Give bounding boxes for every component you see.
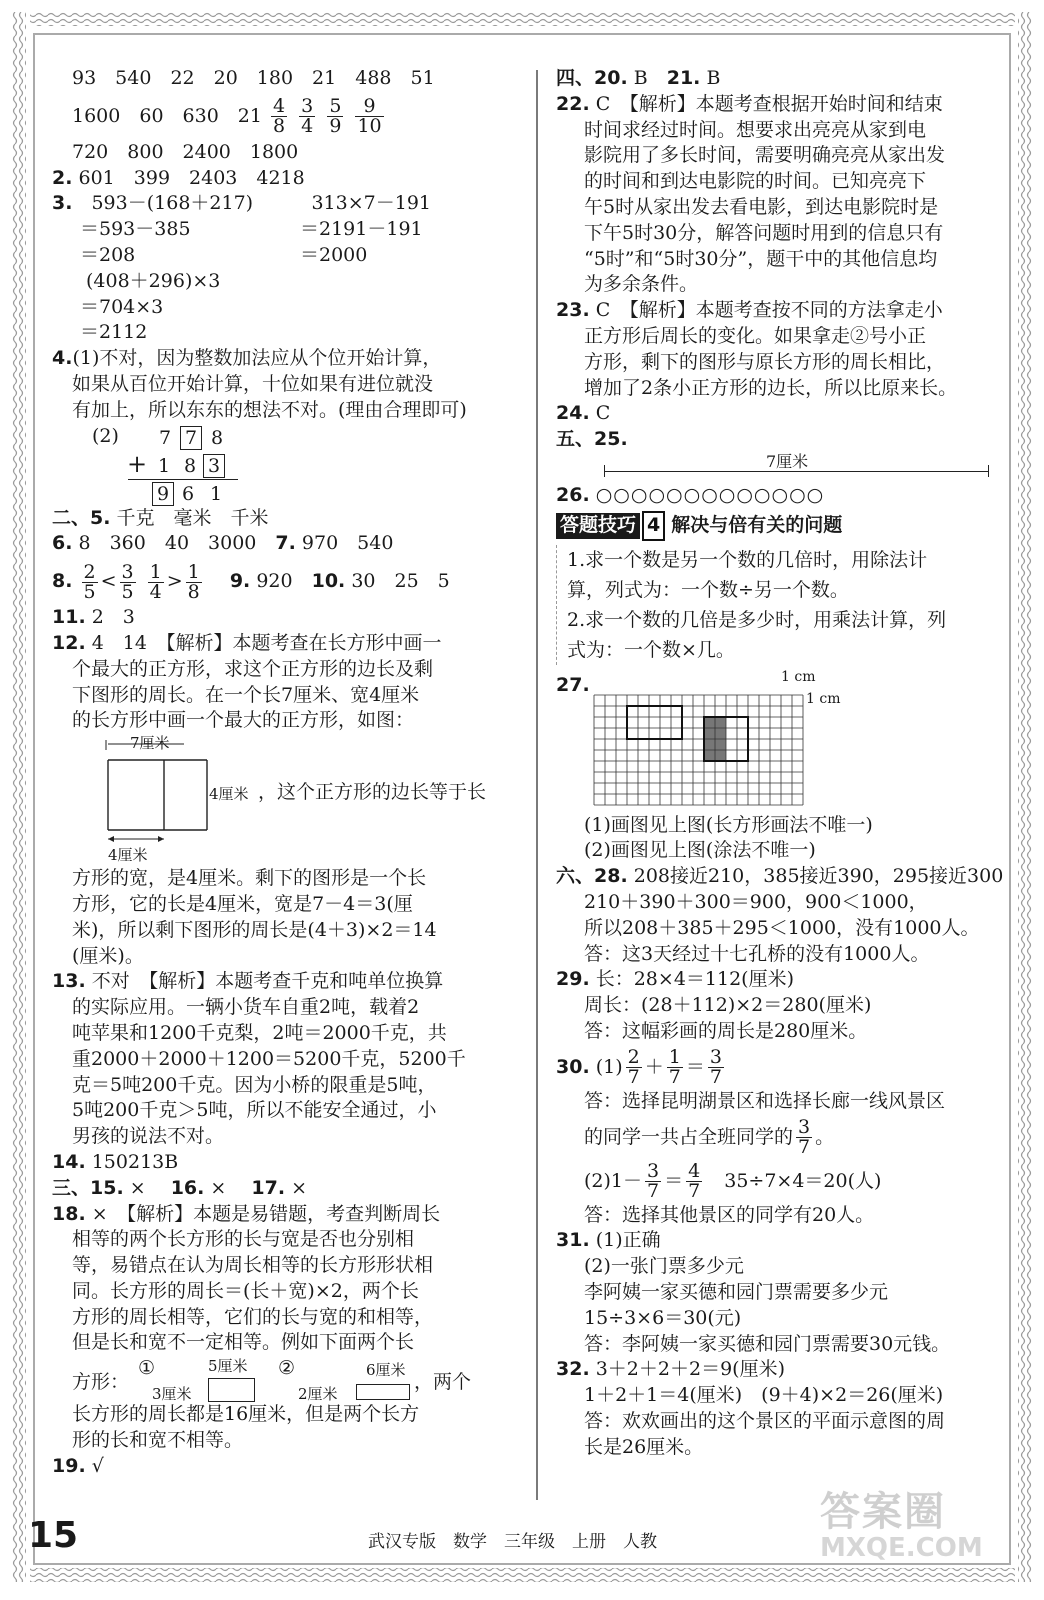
tip-line: 算，列式为：一个数÷另一个数。 [567, 578, 849, 601]
denominator: 7 [709, 1066, 722, 1089]
qnum: 18. [52, 1202, 86, 1225]
calc-line [72, 243, 517, 269]
qnum: 14. [52, 1150, 86, 1173]
question-13 [52, 969, 517, 995]
text-line: 下午5时30分，解答问题时用到的信息只有 [584, 221, 944, 244]
circled-1: ① [138, 1357, 156, 1380]
answer: B [633, 67, 648, 89]
answer: 30 25 5 [351, 570, 450, 593]
fraction [186, 560, 202, 603]
qnum: 20. [594, 67, 628, 89]
text-line: 答：选择其他景区的同学有20人。 [584, 1203, 875, 1226]
text-line: 李阿姨一家买德和园门票需要多少元 [584, 1280, 889, 1303]
filled-box-digit: 9 [152, 482, 174, 506]
qnum: 6. [52, 532, 73, 555]
qnum: 29. [556, 968, 590, 991]
vertical-addition [72, 424, 517, 504]
qnum: 17. [251, 1176, 286, 1199]
calc-line: (408＋296)×3 [86, 269, 221, 292]
answer: 970 540 [301, 532, 394, 555]
qnum: 12. [52, 631, 86, 654]
line-segment [604, 471, 988, 472]
rect2 [356, 1384, 410, 1400]
numerator: 1 [149, 560, 162, 583]
text: 3＋2＋2＋2＝9(厘米) [595, 1358, 785, 1381]
answer: 千克 毫米 千米 [116, 506, 269, 529]
qnum: 2. [52, 166, 73, 189]
watermark-url: MXQE.COM [820, 1533, 983, 1563]
answer: 601 399 2403 4218 [78, 166, 305, 189]
numerator: 9 [355, 97, 383, 117]
text-line: 答：欢欢画出的这个景区的平面示意图的周 [584, 1409, 946, 1432]
text-line: 正方形后周长的变化。如果拿走②号小正 [584, 324, 927, 347]
tip-line: 1.求一个数是另一个数的几倍时，用除法计 [567, 548, 928, 571]
qnum: 31. [556, 1229, 590, 1252]
numerator: 4 [688, 1160, 701, 1183]
fraction [355, 97, 383, 136]
question-26 [556, 483, 996, 509]
numerator: 5 [329, 95, 342, 118]
addend-1 [152, 426, 230, 452]
qnum: 9. [229, 570, 251, 593]
row2-numbers: 1600 60 630 21 [72, 104, 262, 127]
numerator: 3 [121, 560, 134, 583]
text-line: 个最大的正方形，求这个正方形的边长及剩 [72, 657, 434, 680]
text-line: 形的长和宽不相等。 [72, 1429, 244, 1452]
text: × 【解析】本题是易错题，考查判断周长 [91, 1202, 441, 1225]
qnum: 4. [52, 347, 73, 370]
tip-header [556, 511, 996, 541]
text-line: 答：这3天经过十七孔桥的没有1000人。 [584, 942, 930, 965]
rect1-length: 5厘米 [208, 1357, 248, 1376]
denominator: 8 [273, 115, 286, 138]
digit: 6 [181, 482, 195, 505]
text-line: 影院用了多长时间，需要明确亮亮从家出发 [584, 144, 946, 167]
question-14 [52, 1150, 517, 1176]
text: 方形： [72, 1371, 130, 1394]
qnum: 15. [90, 1176, 124, 1199]
square-side-label: 4厘米 [108, 846, 148, 865]
text-line: 等，易错点在认为周长相等的长方形形状相 [72, 1254, 434, 1277]
qnum: 10. [311, 570, 346, 593]
question-30 [556, 1045, 996, 1089]
left-column [52, 62, 517, 1480]
shaded-cell [715, 717, 726, 728]
question-19 [52, 1454, 517, 1480]
denominator: 5 [83, 580, 96, 603]
text-line: 米)，所以剩下图形的周长是(4＋3)×2＝14 [72, 918, 437, 941]
text-line: 下图形的周长。在一个长7厘米、宽4厘米 [72, 683, 420, 706]
tip-line: 式为：一个数×几。 [567, 638, 735, 661]
text-line: 答：这幅彩画的周长是280厘米。 [584, 1019, 868, 1042]
greater-than: > [166, 570, 183, 593]
text-line: (2)一张门票多少元 [584, 1255, 744, 1278]
segment-endpoint [604, 465, 605, 477]
denominator: 9 [329, 115, 342, 138]
qnum: 32. [556, 1358, 590, 1381]
qnum: 30. [556, 1055, 590, 1078]
text-line: 午5时从家出发去看电影，到达电影院时是 [584, 195, 939, 218]
qnum: 24. [556, 402, 590, 425]
rect2-width: 2厘米 [298, 1385, 338, 1404]
fraction [645, 1162, 661, 1201]
footer-text: 武汉专版 数学 三年级 上册 人教 [368, 1532, 657, 1552]
text-line: (厘米)。 [72, 944, 144, 967]
answer-row-1: 93 540 22 20 180 21 488 51 [72, 67, 435, 89]
denominator: 7 [647, 1180, 660, 1203]
digit: 8 [183, 454, 197, 477]
qnum: 25. [594, 428, 628, 451]
numerator: 3 [647, 1160, 660, 1183]
filled-box-digit: 3 [203, 454, 225, 478]
text: (1)正确 [595, 1229, 661, 1252]
question-3 [52, 191, 517, 217]
numerator: 1 [668, 1046, 681, 1069]
tip-title: 解决与倍有关的问题 [671, 513, 843, 536]
digit: 8 [210, 426, 224, 449]
equals-sign: ＝ [685, 1055, 705, 1078]
calc-line: ＝2112 [80, 321, 148, 344]
answer: B [706, 67, 721, 89]
text-line: 方形的周长相等，它们的长与宽的和相等， [72, 1305, 434, 1328]
qnum: 26. [556, 483, 590, 506]
text: (1)不对，因为整数加法应从个位开始计算， [72, 347, 442, 370]
text-line: 的时间和到达电影院的时间。已知亮亮下 [584, 170, 927, 193]
denominator: 4 [149, 580, 162, 603]
text-line: 长是26厘米。 [584, 1435, 704, 1458]
text-line: 增加了2条小正方形的边长，所以比原来长。 [584, 376, 958, 399]
sub-label: (2) [92, 424, 119, 447]
right-column [556, 62, 1004, 1460]
qnum: 22. [556, 92, 590, 115]
denominator: 7 [798, 1136, 811, 1159]
equals-sign: ＝ [664, 1169, 684, 1192]
question-5 [52, 506, 517, 532]
denominator: 8 [187, 580, 200, 603]
calc: ＝2000 [300, 243, 368, 266]
text-line: 如果从百位开始计算，十位如果有进位就没 [72, 372, 434, 395]
fraction [271, 97, 287, 136]
qnum: 8. [52, 570, 73, 593]
qnum: 13. [52, 970, 86, 993]
answer-row-3: 720 800 2400 1800 [72, 140, 299, 163]
circled-2: ② [278, 1357, 296, 1380]
denominator: 7 [668, 1066, 681, 1089]
question-28 [556, 864, 1004, 890]
calc-line [72, 217, 517, 243]
fraction [708, 1048, 724, 1087]
fraction [686, 1162, 702, 1201]
text: ，这个正方形的边长等于长 [258, 781, 487, 804]
text-line: 210＋390＋300＝900，900＜1000， [584, 890, 928, 913]
grid-unit-label: 1 cm [781, 668, 816, 685]
text-line: 15÷3×6＝30(元) [584, 1306, 742, 1329]
shaded-cell [715, 750, 726, 761]
grid-unit-label: 1 cm [806, 690, 841, 707]
addend-2 [127, 449, 225, 480]
calc: ＝2191－191 [300, 218, 423, 241]
tip-line: 2.求一个数的几倍是多少时，用乘法计算，列 [567, 608, 947, 631]
rect1 [208, 1378, 255, 1402]
shaded-cell [715, 739, 726, 750]
width-label: 4厘米 [209, 785, 249, 804]
plus-sign: ＋ [644, 1055, 664, 1078]
calc: ＝208 [80, 243, 136, 266]
text-line: 5吨200千克＞5吨，所以不能安全通过，小 [72, 1099, 437, 1122]
qnum: 28. [594, 865, 628, 888]
text-line: 长方形的周长都是16厘米，但是两个长方 [72, 1403, 420, 1426]
text-line: 周长：(28＋112)×2＝280(厘米) [584, 994, 872, 1017]
numerator: 3 [301, 95, 314, 118]
answer: × [210, 1176, 227, 1199]
tip-label: 答题技巧 [556, 513, 640, 539]
text-line: 克＝5吨200千克。因为小桥的限重是5吨， [72, 1073, 437, 1096]
text-line: 的长方形中画一个最大的正方形，如图： [72, 709, 415, 732]
denominator: 5 [121, 580, 134, 603]
rectangle-figure [72, 734, 517, 844]
answer: √ [91, 1454, 104, 1477]
text-line: 1＋2＋1＝4(厘米) (9＋4)×2＝26(厘米) [584, 1384, 944, 1407]
calc-line: ＝704×3 [80, 295, 164, 318]
fraction [796, 1118, 812, 1157]
question-23 [556, 298, 996, 324]
text: 不对 【解析】本题考查千克和吨单位换算 [91, 970, 444, 993]
text: ，两个 [414, 1371, 472, 1394]
text-line: 时间求经过时间。想要求出亮亮从家到电 [584, 118, 927, 141]
qnum: 19. [52, 1454, 86, 1477]
answer: 920 [256, 570, 293, 593]
two-rectangles-example [72, 1356, 517, 1402]
rect1-width: 3厘米 [152, 1385, 192, 1404]
answer: C [595, 402, 611, 425]
filled-box-digit: 7 [180, 426, 202, 450]
digit: 7 [158, 426, 172, 449]
numerator: 3 [798, 1116, 811, 1139]
answer: 8 360 40 3000 [78, 532, 257, 555]
question-4 [52, 346, 517, 372]
text-line: 有加上，所以东东的想法不对。(理由合理即可) [72, 398, 467, 421]
fraction [120, 560, 136, 603]
text-line: (2)画图见上图(涂法不唯一) [584, 839, 816, 862]
numerator: 3 [709, 1046, 722, 1069]
fraction [327, 97, 343, 136]
text-line: 但是长和宽不一定相等。例如下面两个长 [72, 1331, 415, 1354]
period: 。 [815, 1125, 835, 1148]
section-label: 六、 [556, 865, 595, 888]
question-22 [556, 92, 996, 118]
square-grid [592, 693, 812, 813]
drawn-rectangle [627, 706, 682, 739]
text: 35÷7×4＝20(人) [724, 1169, 882, 1192]
denominator: 7 [688, 1180, 701, 1203]
qnum: 21. [666, 67, 701, 89]
question-31 [556, 1228, 996, 1254]
text: 的同学一共占全班同学的 [584, 1125, 794, 1148]
calc: 313×7－191 [311, 192, 432, 215]
question-27 [556, 668, 996, 813]
rect2-length: 6厘米 [366, 1361, 406, 1380]
numerator: 4 [273, 95, 286, 118]
segment-label: 7厘米 [766, 451, 809, 471]
page-number: 15 [28, 1515, 79, 1556]
sum-line [128, 479, 238, 480]
question-24 [556, 401, 996, 427]
question-12 [52, 631, 517, 657]
text-line: 男孩的说法不对。 [72, 1125, 225, 1148]
qnum: 23. [556, 299, 590, 322]
text-line: 答：李阿姨一家买德和园门票需要30元钱。 [584, 1332, 951, 1355]
section-label: 三、 [52, 1176, 91, 1199]
text: 208接近210，385接近390，295接近300 [633, 865, 1004, 888]
denominator: 10 [357, 115, 382, 138]
answer: 150213B [91, 1150, 179, 1173]
section-label: 五、 [556, 428, 595, 451]
answer-row-2 [72, 92, 517, 140]
section-label: 二、 [52, 506, 91, 529]
watermark-text: 答案圈 [820, 1489, 946, 1535]
shaded-cell [704, 717, 715, 728]
fraction [626, 1048, 642, 1087]
question-20-21 [556, 66, 996, 92]
numerator: 2 [627, 1046, 640, 1069]
qnum: 7. [275, 532, 296, 555]
question-29 [556, 967, 996, 993]
text: C 【解析】本题考查根据开始时间和结束 [595, 92, 943, 115]
qnum: 27. [556, 673, 590, 696]
less-than: < [100, 570, 117, 593]
qnum: 3. [52, 192, 73, 215]
shaded-cell [704, 750, 715, 761]
digit: 1 [209, 482, 223, 505]
answer: 2 3 [91, 606, 135, 629]
fraction [667, 1048, 683, 1087]
text-line: 为多余条件。 [584, 273, 699, 296]
text: (2)1－ [584, 1169, 643, 1192]
text: C 【解析】本题考查按不同的方法拿走小 [595, 299, 943, 322]
text-line: 方形的宽，是4厘米。剩下的图形是一个长 [72, 867, 427, 890]
numerator: 2 [83, 560, 96, 583]
watermark-logo [820, 1480, 1020, 1590]
text-line: 相等的两个长方形的长与宽是否也分别相 [72, 1228, 415, 1251]
text-line: 方形，它的长是4厘米，宽是7－4＝3(厘 [72, 892, 413, 915]
denominator: 4 [301, 115, 314, 138]
qnum: 5. [90, 506, 111, 529]
question-15-17 [52, 1176, 517, 1202]
numerator: 1 [187, 560, 200, 583]
answer: × [291, 1176, 308, 1199]
denominator: 7 [627, 1066, 640, 1089]
fraction [299, 97, 315, 136]
sub-label: (1) [595, 1055, 623, 1078]
calc: 593－(168＋217) [91, 192, 254, 215]
shaded-cell [715, 728, 726, 739]
shaded-cell [704, 739, 715, 750]
shaded-cell [704, 728, 715, 739]
text-line: 答：选择昆明湖景区和选择长廊一线风景区 [584, 1089, 946, 1112]
question-6-7 [52, 531, 517, 557]
text-line [556, 1115, 996, 1159]
text: 长：28×4＝112(厘米) [595, 968, 794, 991]
segment-endpoint [988, 465, 989, 477]
calc-line [556, 1159, 996, 1203]
text-line: 方形，剩下的图形与原长方形的周长相比， [584, 350, 946, 373]
fraction [148, 560, 164, 603]
tip-body [556, 545, 996, 665]
text-line: 同。长方形的周长＝(长＋宽)×2，两个长 [72, 1279, 419, 1302]
sum [152, 482, 230, 508]
tip-number: 4 [642, 511, 665, 541]
question-8-10 [52, 557, 517, 605]
plus-sign: + [127, 449, 148, 478]
digit: 1 [157, 454, 171, 477]
calc: ＝593－385 [80, 218, 191, 241]
text-line: (1)画图见上图(长方形画法不唯一) [584, 813, 873, 836]
section-label: 四、 [556, 67, 595, 89]
text-line: 重2000＋2000＋1200＝5200千克，5200千 [72, 1047, 466, 1070]
question-32 [556, 1357, 996, 1383]
text-line: 的实际应用。一辆小货车自重2吨，载着2 [72, 996, 420, 1019]
answer: × [129, 1176, 146, 1199]
text-line: “5时”和“5时30分”，题干中的其他信息均 [584, 247, 938, 270]
question-11 [52, 605, 517, 631]
length-label: 7厘米 [130, 734, 170, 753]
segment-figure [556, 453, 996, 483]
question-18 [52, 1202, 517, 1228]
fraction [82, 560, 98, 603]
text: 4 14 【解析】本题考查在长方形中画一 [91, 631, 442, 654]
circles: ○○○○○○○○○○○○○ [595, 483, 825, 506]
question-2 [52, 166, 517, 192]
qnum: 16. [170, 1176, 205, 1199]
text-line: 吨苹果和1200千克梨，2吨＝2000千克，共 [72, 1021, 447, 1044]
text-line: 所以208＋385＋295＜1000，没有1000人。 [584, 916, 980, 939]
qnum: 11. [52, 606, 86, 629]
